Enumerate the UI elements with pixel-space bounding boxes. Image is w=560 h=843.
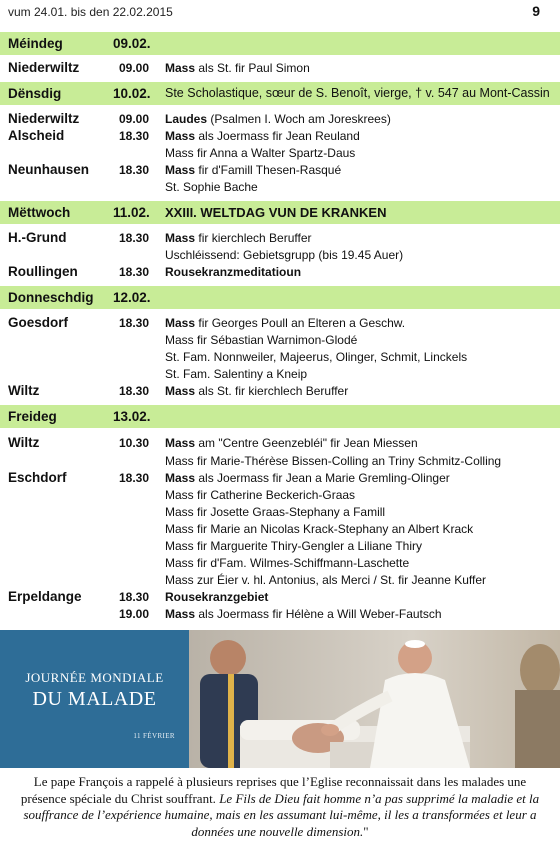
photo-banner — [0, 630, 560, 768]
schedule-line: Mass zur Éier v. hl. Antonius, als Merci / St. fir Jeanne Kuffer — [165, 573, 487, 587]
caption-italic: Le Fils de Dieu fait homme n’a pas supprimé la maladie et la souffrance de l’expérience humaine, mais en les assumant lui-même, il les a transformées et leur a données une nouvelle dimension. — [23, 790, 540, 839]
badge-line2: DU MALADE — [32, 688, 157, 710]
photo-caption — [14, 774, 546, 840]
day-date: 11.02. — [113, 205, 150, 220]
schedule-line: Uschléissend: Gebietsgrupp (bis 19.45 Auer) — [165, 248, 404, 262]
page-header — [0, 0, 560, 24]
day-name: Freideg — [8, 409, 57, 424]
schedule-line: Niederwiltz 09.00 Mass als St. fir Paul Simon — [8, 60, 310, 75]
caption-end: " — [363, 823, 369, 839]
schedule-line: Mass fir d'Fam. Wilmes-Schiffmann-Laschette — [165, 556, 410, 570]
schedule-line: Mass fir Marguerite Thiry-Gengler a Liliane Thiry — [165, 539, 422, 553]
schedule-line: Goesdorf 18.30 Mass fir Georges Poull an Elteren a Geschw. — [8, 315, 406, 330]
day-header-meindeg — [0, 32, 560, 55]
date-range: vum 24.01. bis den 22.02.2015 — [8, 5, 173, 19]
schedule-line: Alscheid 18.30 Mass als Joermass fir Jean Reuland — [8, 128, 360, 143]
day-date: 09.02. — [113, 36, 151, 51]
caption-normal: Le pape François a rappelé à plusieurs reprises que l’Eglise reconnaissait dans les malades une présence spéciale du Christ souffrant. — [20, 774, 527, 806]
schedule-line: Erpeldange 18.30 Rousekranzgebiet — [8, 589, 269, 604]
feast-note: XXIII. WELTDAG VUN DE KRANKEN — [165, 205, 387, 220]
schedule-line: H.-Grund 18.30 Mass fir kierchlech Beruffer — [8, 230, 312, 245]
day-header-mettwoch — [0, 201, 560, 224]
journee-badge — [0, 630, 189, 768]
day-header-donneschdig — [0, 286, 560, 309]
day-name: Mëttwoch — [8, 205, 71, 220]
schedule-line: St. Sophie Bache — [165, 180, 258, 194]
day-name: Dënsdig — [8, 86, 62, 101]
schedule-line: St. Fam. Nonnweiler, Majeerus, Olinger, Schmit, Linckels — [165, 350, 468, 364]
schedule-line: Roullingen 18.30 Rousekranzmeditatioun — [8, 264, 302, 279]
day-date: 12.02. — [113, 290, 151, 305]
schedule-line: Niederwiltz 09.00 Laudes (Psalmen I. Woch am Joreskrees) — [8, 111, 391, 126]
schedule-line: Mass fir Marie an Nicolas Krack-Stephany an Albert Krack — [165, 522, 474, 536]
badge-line1: JOURNÉE MONDIALE — [25, 670, 164, 685]
day-name: Donneschdig — [8, 290, 94, 305]
badge-date: 11 FÉVRIER — [133, 732, 175, 740]
schedule-line: St. Fam. Salentiny a Kneip — [165, 367, 308, 381]
day-header-freideg — [0, 405, 560, 428]
feast-note: Ste Scholastique, sœur de S. Benoît, vierge, † v. 547 au Mont-Cassin — [165, 86, 550, 100]
day-date: 13.02. — [113, 409, 151, 424]
day-header-densdig — [0, 82, 560, 105]
schedule-line: Mass fir Anna a Walter Spartz-Daus — [165, 146, 356, 160]
day-date: 10.02. — [113, 86, 151, 101]
schedule-line: Mass fir Josette Graas-Stephany a Famill — [165, 505, 386, 519]
page-number: 9 — [532, 3, 540, 19]
schedule-line: Neunhausen 18.30 Mass fir d'Famill Thesen-Rasqué — [8, 162, 342, 177]
schedule-line: Wiltz 18.30 Mass als St. fir kierchlech Beruffer — [8, 383, 349, 398]
schedule-line: 19.00 Mass als Joermass fir Hélène a Will Weber-Fautsch — [119, 607, 442, 621]
schedule-line: Eschdorf 18.30 Mass als Joermass fir Jean a Marie Gremling-Olinger — [8, 470, 450, 485]
day-name: Méindeg — [8, 36, 63, 51]
schedule-line: Mass fir Catherine Beckerich-Graas — [165, 488, 356, 502]
schedule-line: Mass fir Sébastian Warnimon-Glodé — [165, 333, 358, 347]
schedule-line: Mass fir Marie-Thérèse Bissen-Colling an Triny Schmitz-Colling — [165, 454, 502, 468]
schedule-line: Wiltz 10.30 Mass am "Centre Geenzebléi" fir Jean Miessen — [8, 435, 418, 450]
